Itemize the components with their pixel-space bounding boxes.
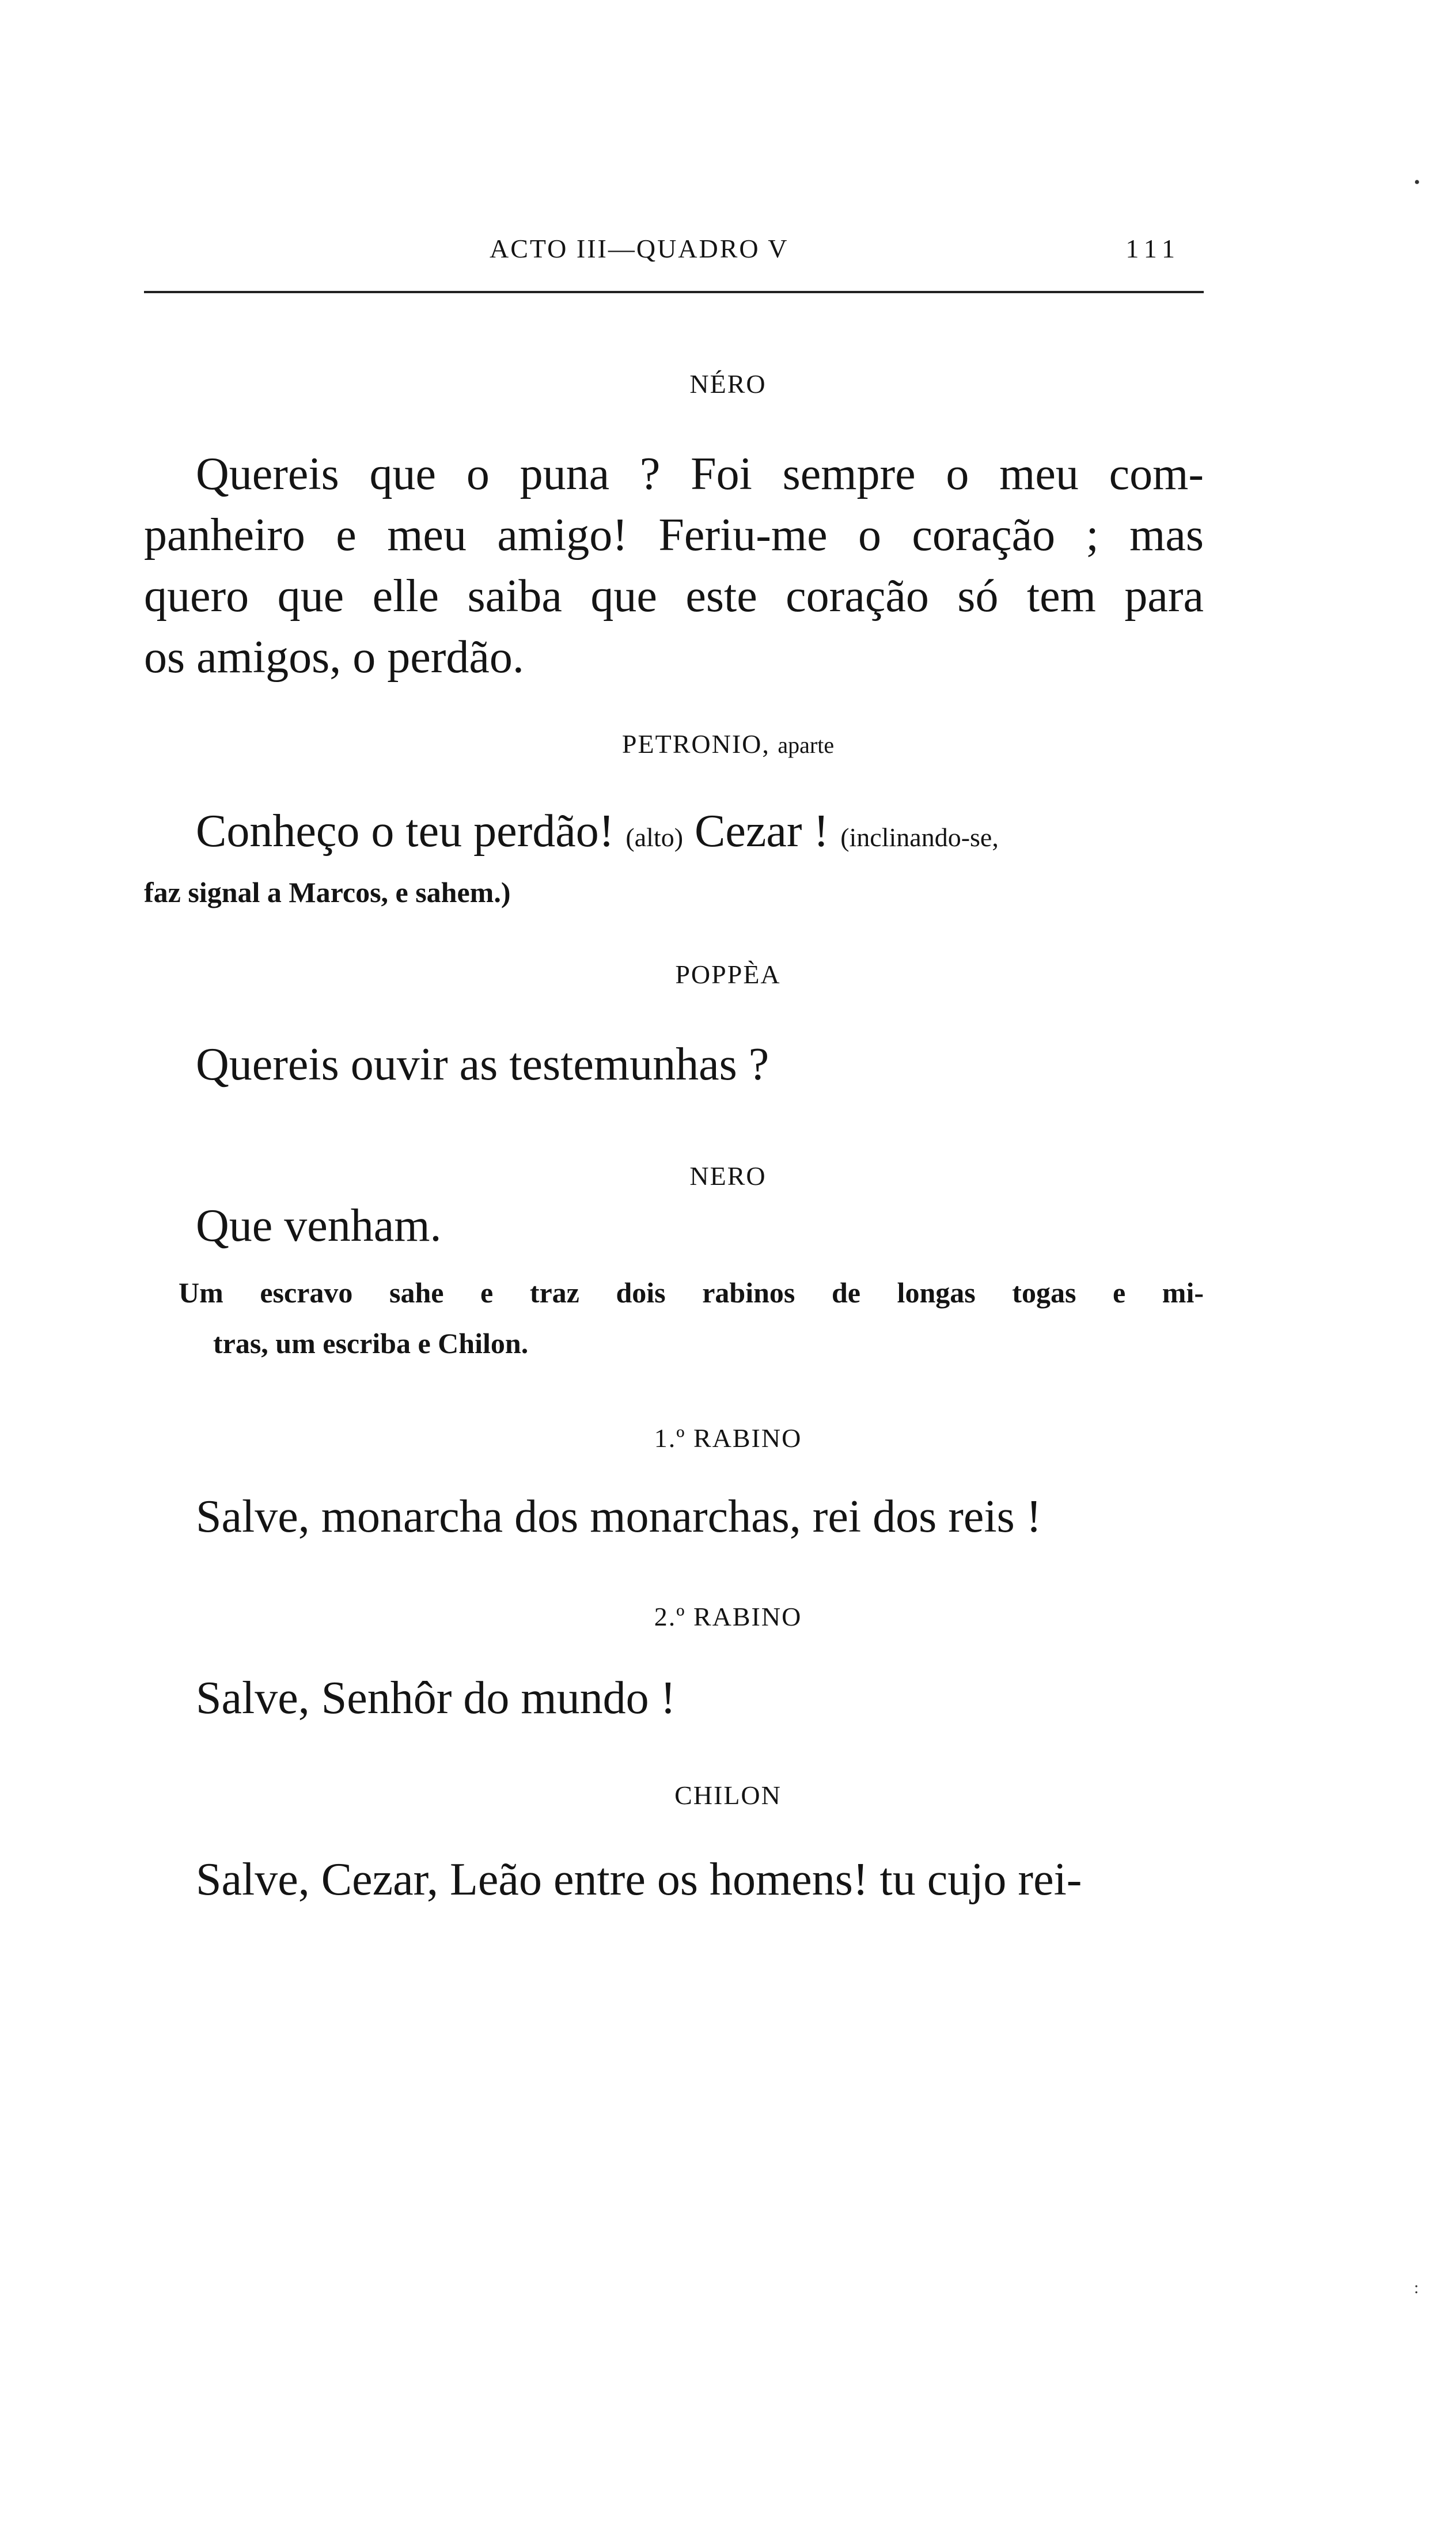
speech-line: quero que elle saiba que este coração só tem para (144, 571, 1204, 622)
speech-text: Cezar ! (695, 806, 829, 857)
speaker-chilon: CHILON (674, 1781, 782, 1810)
stage-direction: (inclinando-se, (840, 823, 999, 852)
speaker-name: PETRONIO, (621, 729, 770, 759)
speech-line: Quereis que o puna ? Foi sempre o meu com- (196, 449, 1204, 499)
running-head (144, 233, 1204, 274)
running-title: ACTO III—QUADRO V (490, 234, 789, 263)
speech-line (144, 801, 1204, 868)
speech-petronio (144, 801, 1204, 868)
speaker-petronio (0, 729, 1456, 759)
stage-line: tras, um escriba e Chilon. (213, 1327, 529, 1359)
speech-rabino-2 (144, 1668, 1204, 1729)
speaker-nero: NÉRO (689, 369, 767, 399)
scan-speck: : (1414, 2278, 1419, 2297)
page-number: 111 (1125, 234, 1181, 263)
speech-poppea (144, 1034, 1204, 1095)
speech-line: Que venham. (196, 1200, 442, 1251)
speech-line: panheiro e meu amigo! Feriu-me o coração ; mas (144, 510, 1204, 560)
speech-nero-2 (144, 1195, 1204, 1256)
aside-direction: (alto) (625, 823, 684, 852)
header-rule (144, 291, 1204, 293)
speaker-note: aparte (778, 732, 835, 758)
speech-rabino-1 (144, 1486, 1204, 1547)
stage-line: faz signal a Marcos, e sahem.) (144, 876, 511, 908)
speech-line: Salve, monarcha dos monarchas, rei dos reis ! (196, 1491, 1042, 1542)
speech-line: Salve, Senhôr do mundo ! (196, 1673, 676, 1723)
stage-direction-cont (144, 867, 1204, 918)
speaker-rabino-1: 1.º RABINO (654, 1423, 802, 1453)
speaker-nero-2: NERO (689, 1161, 767, 1191)
stage-direction-block (144, 1267, 1204, 1369)
speech-line: Salve, Cezar, Leão entre os homens! tu cujo rei- (196, 1854, 1082, 1905)
speech-chilon (144, 1849, 1204, 1910)
speaker-poppea: POPPÈA (675, 960, 781, 989)
speech-text: Conheço o teu perdão! (196, 806, 615, 857)
speaker-rabino-2: 2.º RABINO (654, 1602, 802, 1631)
speech-line: Quereis ouvir as testemunhas ? (196, 1039, 769, 1090)
scan-speck: • (1414, 173, 1420, 192)
stage-line: Um escravo sahe e traz dois rabinos de longas togas e mi- (179, 1276, 1204, 1309)
speech-nero-1 (144, 444, 1204, 688)
speech-line: os amigos, o perdão. (144, 632, 524, 683)
